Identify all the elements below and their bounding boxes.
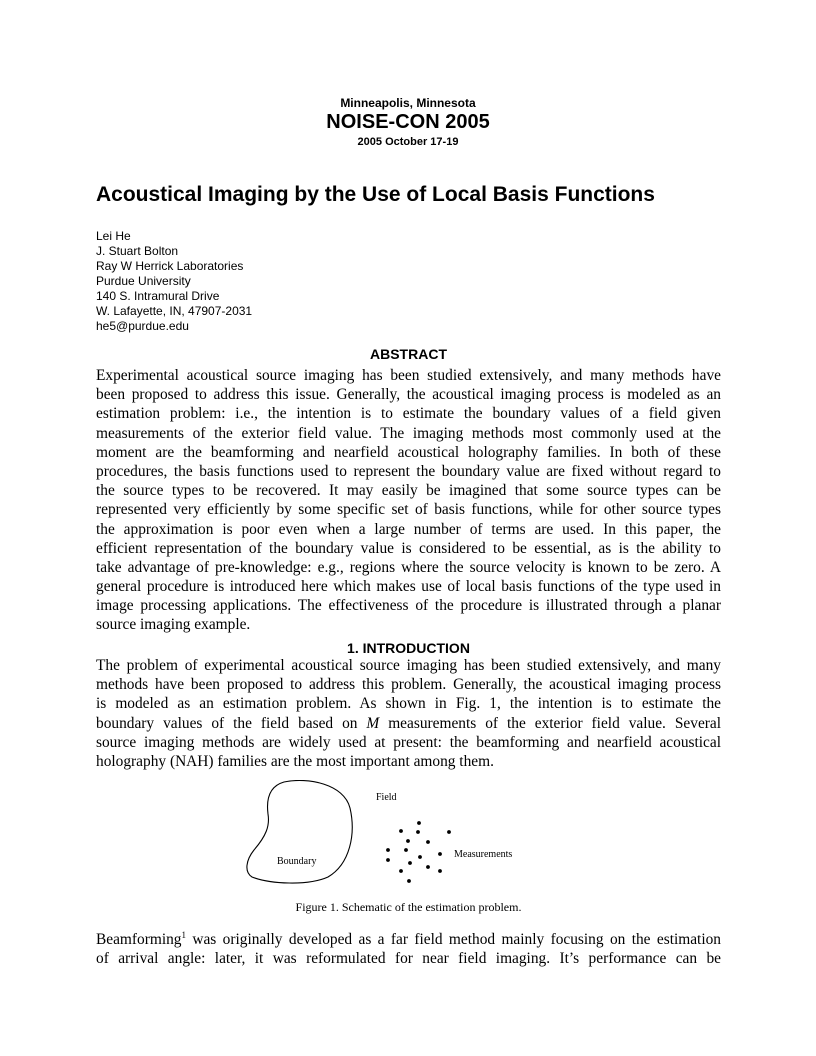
intro-line: methods have been proposed to address this problem. Generally, the acoustical imaging process <box>96 676 721 694</box>
measurement-point <box>438 869 442 873</box>
abstract-line: Experimental acoustical source imaging has been studied extensively, and many methods have <box>96 367 721 384</box>
author-name: J. Stuart Bolton <box>96 244 179 258</box>
conference-location: Minneapolis, Minnesota <box>340 96 476 110</box>
abstract-heading: ABSTRACT <box>370 346 447 362</box>
abstract-line: the approximation is poor even when a large number of terms are used. In this paper, the <box>96 520 721 538</box>
abstract-line: moment are the beamforming and nearfield acoustical holography families. In both of these <box>96 443 721 461</box>
figure-caption: Figure 1. Schematic of the estimation problem. <box>295 900 522 914</box>
author-address: 140 S. Intramural Drive <box>96 289 220 303</box>
author-address: W. Lafayette, IN, 47907-2031 <box>96 304 253 318</box>
abstract-line: image processing applications. The effectiveness of the procedure is illustrated through a planar <box>96 597 721 615</box>
conference-dates: 2005 October 17-19 <box>357 136 459 148</box>
paper-title: Acoustical Imaging by the Use of Local Basis Functions <box>96 183 655 206</box>
beamforming-word: Beamforming <box>96 931 182 948</box>
reference-superscript: 1 <box>181 929 186 940</box>
figure-schematic <box>246 780 526 885</box>
variable-m: M <box>366 714 380 732</box>
abstract-body <box>96 366 721 635</box>
author-affiliation: Purdue University <box>96 274 191 288</box>
measurement-point <box>404 848 408 852</box>
author-email: he5@purdue.edu <box>96 319 189 333</box>
author-name: Lei He <box>96 229 131 243</box>
author-block <box>96 229 252 334</box>
author-affiliation: Ray W Herrick Laboratories <box>96 259 244 273</box>
measurement-point <box>417 821 421 825</box>
measurement-point <box>406 839 410 843</box>
measurement-point <box>426 840 430 844</box>
intro-line: holography (NAH) families are the most important among them. <box>96 752 494 770</box>
intro-line: is modeled as an estimation problem. As shown in Fig. 1, the intention is to estimate the <box>96 695 721 713</box>
measurement-points <box>386 821 451 883</box>
measurement-point <box>408 861 412 865</box>
abstract-line: take advantage of pre-knowledge: e.g., regions where the source velocity is known to be zero. A <box>96 558 721 576</box>
intro-text: measurements of the exterior field value. Several <box>379 714 722 732</box>
introduction-heading: 1. INTRODUCTION <box>347 640 470 656</box>
boundary-label: Boundary <box>277 856 317 867</box>
intro-line <box>96 714 721 733</box>
abstract-line: procedures, the basis functions used to represent the boundary value are fixed without regard to <box>96 462 721 480</box>
measurement-point <box>399 869 403 873</box>
abstract-line: measurements of the exterior field value. The imaging methods most commonly used at the <box>96 424 721 442</box>
beamforming-line: of arrival angle: later, it was reformulated for near field imaging. It’s performance can be <box>96 950 721 968</box>
measurement-point <box>447 830 451 834</box>
measurement-point <box>418 855 422 859</box>
intro-line: The problem of experimental acoustical source imaging has been studied extensively, and many <box>96 657 721 674</box>
field-label: Field <box>376 792 397 803</box>
measurement-point <box>407 879 411 883</box>
schematic-diagram <box>246 780 526 885</box>
abstract-line: the source types to be recovered. It may easily be imagined that some source types can be <box>96 482 721 500</box>
abstract-line: been proposed to address this issue. Generally, the acoustical imaging process is modeled as an <box>96 386 721 404</box>
abstract-line: estimation problem: i.e., the intention is to estimate the boundary values of a field given <box>96 405 721 423</box>
abstract-line: general procedure is introduced here which makes use of local basis functions of the type used in <box>96 578 721 596</box>
beamforming-paragraph <box>96 930 721 968</box>
abstract-line: efficient representation of the boundary value is considered to be essential, as is the ability to <box>96 539 721 557</box>
measurement-point <box>416 830 420 834</box>
measurement-point <box>438 852 442 856</box>
measurement-point <box>386 848 390 852</box>
intro-text: boundary values of the field based on <box>96 714 367 732</box>
abstract-line: represented very efficiently by some specific set of basis functions, while for other source types <box>96 501 721 519</box>
abstract-line: source imaging example. <box>96 616 251 634</box>
conference-name: NOISE-CON 2005 <box>326 111 490 133</box>
measurement-point <box>399 829 403 833</box>
intro-line: source imaging methods are widely used at present: the beamforming and nearfield acoustical <box>96 733 721 751</box>
measurement-point <box>426 865 430 869</box>
measurement-point <box>386 858 390 862</box>
beamforming-text: was originally developed as a far field method mainly focusing on the estimation <box>185 931 721 948</box>
measurements-label: Measurements <box>454 849 513 860</box>
beamforming-line <box>96 930 721 949</box>
boundary-shape <box>247 780 352 883</box>
introduction-body <box>96 656 721 771</box>
